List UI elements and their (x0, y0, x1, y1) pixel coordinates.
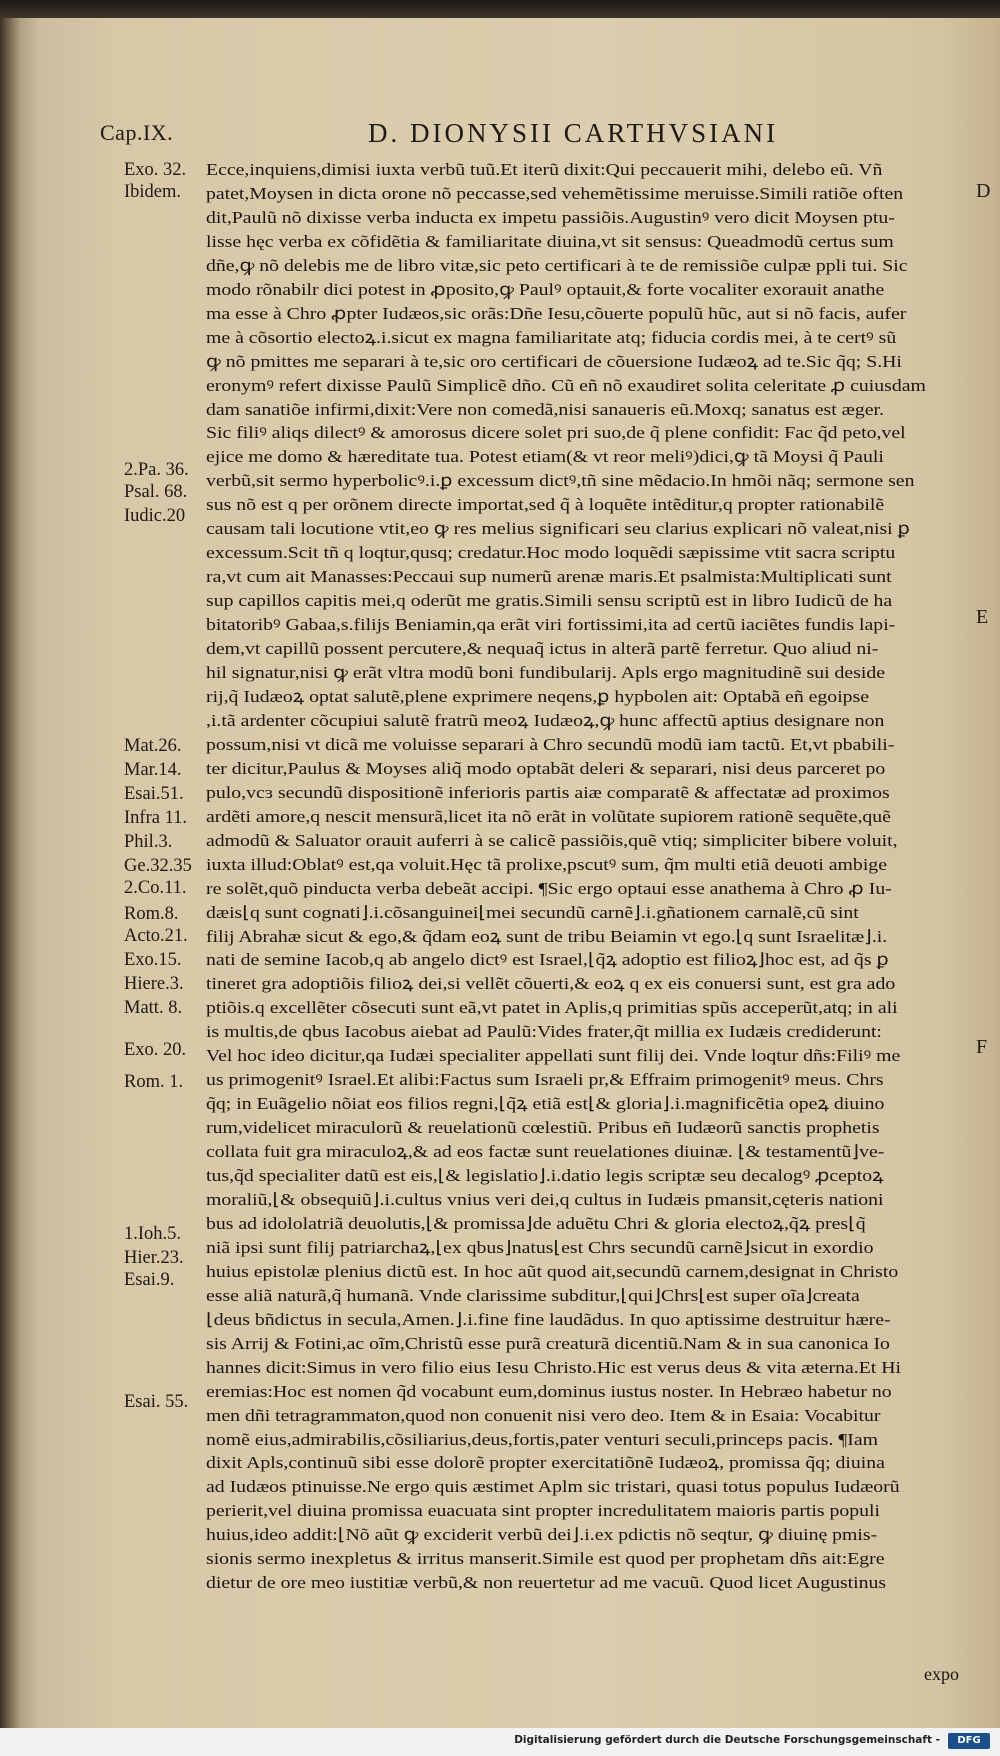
text-line: admodũ & Saluator orauit auferri à se calicẽ passiõis,quẽ vtiq; simpliciter bibere voluit, (206, 830, 898, 850)
text-line: hannes dicit:Simus in vero filio eius Iesu Christo.Hic est verus deus & vita æterna.Et Hi (206, 1357, 901, 1377)
text-line: ejice me domo & hæreditate tua. Potest etiam(& vt reor meliꝰ)dici,ꝙ tã Moysi q̃ Pauli (206, 447, 884, 467)
marginal-reference: Acto.21. (124, 926, 188, 946)
text-line: iuxta illud:Oblatꝰ est,qa voluit.Hęc tã prolixe,pscutꝰ sum, q̃m multi etiã deuoti ambige (206, 854, 887, 874)
text-line: ,i.tã ardenter cõcupiui salutẽ fratrũ meoꝝ Iudæoꝝ,ꝙ hunc affectũ aptius designare non (206, 710, 885, 730)
marginal-reference: Phil.3. (124, 832, 173, 852)
text-line: ad Iudæos ptinuisse.Ne ergo quis æstimet Aplm sic tristari, quasi totus populus Iudæorũ (206, 1477, 900, 1497)
text-line: pulo,vcɜ secundũ dispositionẽ inferioris partis aiæ comparatẽ & affectatæ ad proximos (206, 782, 890, 802)
text-line: perierit,vel diuina promissa euacuata sint propter incredulitatem maioris partis populi (206, 1501, 881, 1521)
text-line: niã ipsi sunt filij patriarchaꝝ,⌊ex qbus⌋natus⌊est Chrs secundũ carnẽ⌋sicut in exordio (206, 1237, 874, 1257)
marginal-reference: Ge.32.35 (124, 856, 192, 876)
text-line: Vel hoc ideo dicitur,qa Iudæi specialiter appellati sunt filij dei. Vnde loqtur dñs:Filiꝰ me (206, 1046, 901, 1066)
text-line: men dñi tetragrammaton,quod non conuenit nisi vero deo. Item & in Esaia: Vocabitur (206, 1405, 881, 1425)
marginal-reference: 2.Co.11. (124, 878, 187, 898)
running-head: D. DIONYSII CARTHVSIANI (368, 118, 779, 148)
text-line: huius,ideo addit:⌊Nõ aũt ꝙ exciderit verbũ dei⌋.i.ex pdictis nõ seqtur, ꝙ diuinę pmis- (206, 1525, 878, 1545)
text-line: is multis,de qbus Iacobus aiebat ad Paulũ:Vides frater,q̃t millia ex Iudæis crediderunt: (206, 1022, 882, 1042)
text-line: ter dicitur,Paulus & Moyses aliq̃ modo optabãt deleri & separari, nisi deus parceret po (206, 758, 886, 778)
text-line: ardẽti amore,q nescit mensurã,licet ita nõ erãt in volũtate supiorem rationẽ sequẽte,quẽ (206, 806, 891, 826)
catchword: expo (924, 1664, 959, 1684)
marginal-reference: Rom. 1. (124, 1072, 184, 1092)
text-line: dit,Paulũ nõ dixisse verba inducta ex impetu passiõis.Augustinꝰ vero dicit Moysen ptu- (206, 207, 895, 227)
text-line: ⌊deus bñdictus in secula,Amen.⌋.i.fine fine laudãdus. In quo aptissime destruitur hære- (206, 1309, 891, 1329)
text-line: dñe,ꝙ nõ delebis me de libro vitæ,sic peto certificari à te de remissiõe culpæ ppli tui. Sic (206, 255, 908, 275)
text-line: verbũ,sit sermo hyperbolicꝰ.i.ꝑ excessum dictꝰ,tñ sine mẽdacio.In hmõi nãq; sermone sen (206, 471, 915, 491)
text-line: nati de semine Iacob,q ab angelo dictꝰ est Israel,⌊q̃ꝝ adoptio est filioꝝ⌋hoc est, ad q̃s ꝑ (206, 950, 889, 970)
text-line: esse aliã naturã,q̃ humanã. Vnde clarissime subditur,⌊qui⌋Chrs⌊est super oĩa⌋creata (206, 1285, 860, 1305)
dfg-logo: DFG (948, 1733, 990, 1749)
text-line: Sic filiꝰ aliqs dilectꝰ & amorosus dicere solet pri suo,de q̃ plene confidit: Fac q̃d peto,vel (206, 423, 906, 443)
scan-top-border (0, 0, 1000, 18)
text-line: sup capillos capitis mei,q oderũt me gratis.Simili sensu scriptũ est in libro Iudicũ de ha (206, 591, 893, 611)
text-line: ꝙ nõ pmittes me separari à te,sic oro certificari de cõuersione Iudæoꝝ ad te.Sic q̃q; S.Hi (206, 351, 902, 371)
digitization-credit: Digitalisierung gefördert durch die Deutsche Forschungsgemeinschaft - (514, 1734, 940, 1746)
marginal-reference: 2.Pa. 36. (124, 460, 189, 480)
marginal-reference: Exo. 20. (124, 1040, 187, 1060)
text-line: re solẽt,quõ pinducta verba debeãt accipi. ¶Sic ergo optaui esse anathema à Chro ꝓ Iu- (206, 878, 892, 898)
marginal-reference: Rom.8. (124, 904, 179, 924)
text-line: filij Abrahæ sicut & ego,& q̃dam eoꝝ sunt de tribu Beiamin vt ego.⌊q sunt Israelitæ⌋.i. (206, 926, 888, 946)
text-line: dixit Apls,continuũ sibi esse dolorẽ propter exercitatiõnẽ Iudæoꝝ, promissa q̃q; diuina (206, 1453, 885, 1473)
marginal-reference: 1.Ioh.5. (124, 1224, 182, 1244)
text-line: collata fuit gra miraculoꝝ,& ad eos factæ sunt reuelationes diuinæ. ⌊& testamentũ⌋ve- (206, 1142, 885, 1162)
main-text-block (206, 158, 966, 1595)
text-line: bus ad idololatriã deuolutis,⌊& promissa⌋de aduẽtu Chri & gloria electoꝝ,q̃ꝝ pres⌊q̃ (206, 1213, 866, 1233)
marginal-reference: Esai. 55. (124, 1392, 189, 1412)
text-line: nomẽ eius,admirabilis,cõsiliarius,deus,fortis,pater venturi seculi,princeps pacis. ¶Iam (206, 1429, 879, 1449)
text-line: huius epistolæ plenius dictũ est. In hoc aũt quod ait,secundũ carnem,designat in Christo (206, 1261, 899, 1281)
marginal-reference: Mar.14. (124, 760, 182, 780)
marginal-reference: Hiere.3. (124, 974, 184, 994)
marginal-reference: Exo.15. (124, 950, 182, 970)
text-line: eronymꝰ refert dixisse Paulũ Simplicẽ dño. Cũ eñ nõ exaudiret solita celeritate ꝓ cuiusdam (206, 375, 926, 395)
marginal-reference: Matt. 8. (124, 998, 183, 1018)
text-line: moraliũ,⌊& obsequiũ⌋.i.cultus vnius veri dei,q cultus in Iudæis pmansit,cęteris nationi (206, 1189, 884, 1209)
text-line: ma esse à Chro ꝓpter Iudæos,sic orãs:Dñe Iesu,cõuerte populũ hũc, aut si nõ facis, aufer (206, 303, 907, 323)
text-line: ptiõis.q excellẽter cõsecuti sunt eã,vt patet in Aplis,q primitias spũs acceperũt,atq; in ali (206, 998, 898, 1018)
text-line: q̃q; in Euãgelio nõiat eos filios regni,⌊q̃ꝝ etiã est⌊& gloria⌋.i.magnificẽtia opeꝝ diuino (206, 1094, 885, 1114)
marginal-letter-e: E (976, 606, 989, 628)
text-line: tineret gra adoptiõis filioꝝ dei,si vellẽt cõuerti,& eoꝝ q ex eis conuersi sunt, est gra ado (206, 974, 896, 994)
marginal-reference: Mat.26. (124, 736, 182, 756)
text-line: patet,Moysen in dicta orone nõ peccasse,sed vehemẽtissime meruisse.Simili ratiõe often (206, 183, 904, 203)
marginal-reference: Psal. 68. (124, 482, 188, 502)
marginal-reference: Iudic.20 (124, 506, 186, 526)
text-line: ra,vt cum ait Manasses:Peccaui sup numerũ arenæ maris.Et psalmista:Multiplicati sunt (206, 567, 892, 587)
text-line: me à cõsortio electoꝝ.i.sicut ex magna familiaritate atq; fiducia cordis mei, à te certꝰ sũ (206, 327, 897, 347)
text-line: rum,videlicet miraculorũ & reuelationũ cœlestiũ. Pribus eñ Iudæorũ sanctis prophetis (206, 1118, 880, 1138)
marginal-reference: Infra 11. (124, 808, 188, 828)
text-line: sionis sermo inexpletus & irritus manserit.Simile est quod per prophetam dñs ait:Egre (206, 1549, 885, 1569)
marginal-letter-d: D (976, 180, 991, 202)
marginal-reference: Esai.9. (124, 1270, 175, 1290)
text-line: possum,nisi vt dicã me voluisse separari à Chro secundũ modũ iam tactũ. Et,vt pbabili- (206, 734, 895, 754)
text-line: dam sanatiõe infirmi,dixit:Vere non comedã,nisi sanaueris eũ.Moxq; sanatus est æger. (206, 399, 884, 419)
text-line: sis Arrij & Fotini,ac oĩm,Christũ esse purã creaturã dicentiũ.Nam & in sua canonica Io (206, 1333, 890, 1353)
text-line: dæis⌊q sunt cognati⌋.i.cõsanguinei⌊mei secundũ carnẽ⌋.i.gñationem carnalẽ,cũ sint (206, 902, 859, 922)
text-line: causam tali locutione vtit,eo ꝙ res melius significari seu clarius explicari nõ valeat,nisi ꝑ (206, 519, 910, 539)
page-header (100, 120, 980, 154)
text-line: tus,q̃d specialiter datũ est eis,⌊& legislatio⌋.i.datio legis scriptæ seu decalogꝰ ꝓceptoꝝ (206, 1166, 884, 1186)
book-gutter (0, 0, 22, 1756)
text-line: us primogenitꝰ Israel.Et alibi:Factus sum Israeli pr,& Effraim primogenitꝰ meus. Chrs (206, 1070, 884, 1090)
text-line: hil signatur,nisi ꝙ erãt vltra modũ boni fundibularij. Apls ergo magnitudinẽ sui deside (206, 663, 886, 683)
text-line: modo rõnabilr dici potest in ꝓposito,ꝙ Paulꝰ optauit,& forte vocaliter exorauit anathe (206, 279, 885, 299)
text-line: dietur de ore meo iustitiæ verbũ,& non reuertetur ad me vacuũ. Quod licet Augustinus (206, 1573, 887, 1593)
text-line: excessum.Scit tñ q loqtur,qusq; credatur.Hoc modo loquẽdi sæpissime vtit sacra scriptu (206, 543, 896, 563)
marginal-reference: Ibidem. (124, 182, 182, 202)
marginal-letter-f: F (976, 1036, 988, 1058)
text-line: dem,vt capillũ possent percutere,& nequaq̃ ictus in alterã partẽ ferretur. Quo aliud ni- (206, 639, 879, 659)
text-line: eremias:Hoc est nomen q̃d vocabunt eum,dominus iustus noster. In Hebræo habetur no (206, 1381, 892, 1401)
chapter-label: Cap.IX. (100, 120, 174, 145)
marginal-reference: Exo. 32. (124, 160, 187, 180)
marginal-reference: Esai.51. (124, 784, 184, 804)
marginal-references (100, 160, 210, 1720)
text-line: sus nõ est q per orõnem directe importat,sed q̃ à loquẽte intẽditur,q propter rationabilẽ (206, 495, 885, 515)
text-line: bitatoribꝰ Gabaa,s.filijs Beniamin,qa erãt viri fortissimi,ita ad certũ iaciẽtes fundis lapi- (206, 615, 896, 635)
marginal-reference: Hier.23. (124, 1248, 184, 1268)
text-line: Ecce,inquiens,dimisi iuxta verbũ tuũ.Et iterũ dixit:Qui peccauerit mihi, delebo eũ. Vñ (206, 160, 883, 179)
text-line: rij,q̃ Iudæoꝝ optat salutẽ,plene exprimere neqens,ꝑ hypbolen ait: Optabã eñ egoipse (206, 686, 870, 706)
text-line: lisse hęc verba ex cõfidẽtia & familiaritate diuina,vt sit sensus: Queadmodũ certus sum (206, 231, 894, 251)
